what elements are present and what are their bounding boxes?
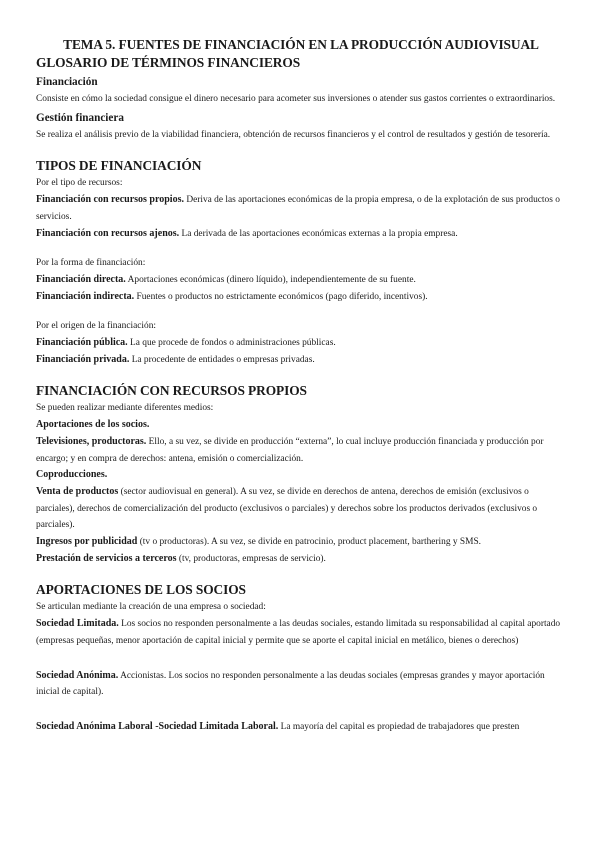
propios-intro: Se pueden realizar mediante diferentes medios: [36, 403, 214, 414]
socios-item-term: Sociedad Limitada. [36, 618, 119, 630]
socios-item-text: Accionistas. Los socios no responden personalmente a las deudas sociales (empresas grandes y mayor aportación inicial de capital). [36, 670, 545, 698]
propios-item [36, 551, 566, 568]
propios-item-text: (tv, productoras, empresas de servicio). [176, 553, 326, 564]
propios-item-term: Ingresos por publicidad [36, 536, 138, 548]
glossary-definition: Se realiza el análisis previo de la viabilidad financiera, obtención de recursos financieros y el control de resultados y gestión de tesorería. [36, 129, 551, 140]
tipos-item-text: Aportaciones económicas (dinero líquido), independientemente de su fuente. [125, 274, 416, 285]
propios-item [36, 534, 566, 551]
propios-item [36, 434, 566, 467]
socios-item-term: Sociedad Anónima Laboral -Sociedad Limitada Laboral. [36, 720, 279, 732]
tipos-item-text: La procedente de entidades o empresas privadas. [129, 354, 315, 365]
tipos-item [36, 335, 566, 352]
glossary-term: Financiación [36, 76, 98, 88]
glossary-term: Gestión financiera [36, 111, 124, 124]
propios-item-text: (sector audiovisual en general). A su vez, se divide en derechos de antena, derechos de emisión (exclusivos o parciales), derechos de comercialización del producto (exclusivos o parciales) y derechos sobre los productos derivados (exclusivos o parciales). [36, 486, 538, 531]
socios-heading: APORTACIONES DE LOS SOCIOS [36, 582, 246, 598]
socios-item-text: Los socios no responden personalmente a las deudas sociales, estando limitada su responsabilidad al capital aportado (empresas pequeñas, menor aportación de capital inicial y permite que se aporte el capital inicial en metálico, bienes o derechos) [36, 619, 561, 646]
propios-item [36, 417, 566, 434]
tipos-item-text: Deriva de las aportaciones económicas de la propia empresa, o de la explotación de sus productos o servicios. [36, 195, 560, 222]
tipos-item-term: Financiación directa. [36, 273, 126, 285]
tipos-item-term: Financiación con recursos propios. [36, 194, 184, 206]
tipos-item-term: Financiación privada. [36, 353, 130, 365]
propios-heading: FINANCIACIÓN CON RECURSOS PROPIOS [36, 383, 307, 399]
tipos-item-text: La derivada de las aportaciones económicas externas a la propia empresa. [179, 228, 458, 239]
propios-item-term: Coproducciones. [36, 469, 108, 481]
propios-item-term: Prestación de servicios a terceros [36, 552, 177, 564]
socios-item-text: La mayoría del capital es propiedad de trabajadores que presten [278, 721, 520, 732]
propios-item-text: Ello, a su vez, se divide en producción “externa”, lo cual incluye producción financiada y producción por encargo; y en compra de derechos: antena, emisión o comercialización. [36, 436, 544, 464]
tipos-group-intro: Por el origen de la financiación: [36, 321, 157, 332]
glossary-heading: GLOSARIO DE TÉRMINOS FINANCIEROS [36, 55, 301, 70]
socios-item [36, 719, 566, 736]
socios-item-term: Sociedad Anónima. [36, 669, 119, 681]
tipos-item [36, 226, 566, 243]
glossary-definition: Consiste en cómo la sociedad consigue el dinero necesario para acometer sus inversiones o atender sus gastos corrientes o extraordinarios. [36, 94, 556, 104]
propios-item-term: Venta de productos [36, 485, 119, 497]
propios-item-term: Televisiones, productoras. [36, 435, 147, 447]
socios-intro: Se articulan mediante la creación de una empresa o sociedad: [36, 602, 266, 613]
tipos-item-text: La que procede de fondos o administraciones públicas. [127, 338, 336, 349]
socios-item [36, 616, 566, 649]
tipos-item-term: Financiación pública. [36, 337, 128, 349]
tipos-group-intro: Por el tipo de recursos: [36, 178, 123, 189]
propios-item [36, 484, 566, 534]
tipos-group-intro: Por la forma de financiación: [36, 258, 146, 269]
document-title: TEMA 5. FUENTES DE FINANCIACIÓN EN LA PRODUCCIÓN AUDIOVISUAL [63, 37, 539, 52]
document-page [36, 36, 566, 736]
propios-item [36, 467, 566, 484]
tipos-item [36, 289, 566, 306]
propios-item-text: (tv o productoras). A su vez, se divide en patrocinio, product placement, barthering y SMS. [137, 537, 482, 548]
tipos-heading: TIPOS DE FINANCIACIÓN [36, 158, 202, 174]
tipos-item [36, 272, 566, 289]
propios-item-term: Aportaciones de los socios. [36, 419, 150, 431]
socios-item [36, 668, 566, 701]
tipos-item [36, 352, 566, 369]
tipos-item-term: Financiación indirecta. [36, 290, 135, 302]
tipos-item-term: Financiación con recursos ajenos. [36, 227, 180, 239]
tipos-item-text: Fuentes o productos no estrictamente económicos (pago diferido, incentivos). [134, 291, 428, 302]
tipos-item [36, 192, 566, 225]
